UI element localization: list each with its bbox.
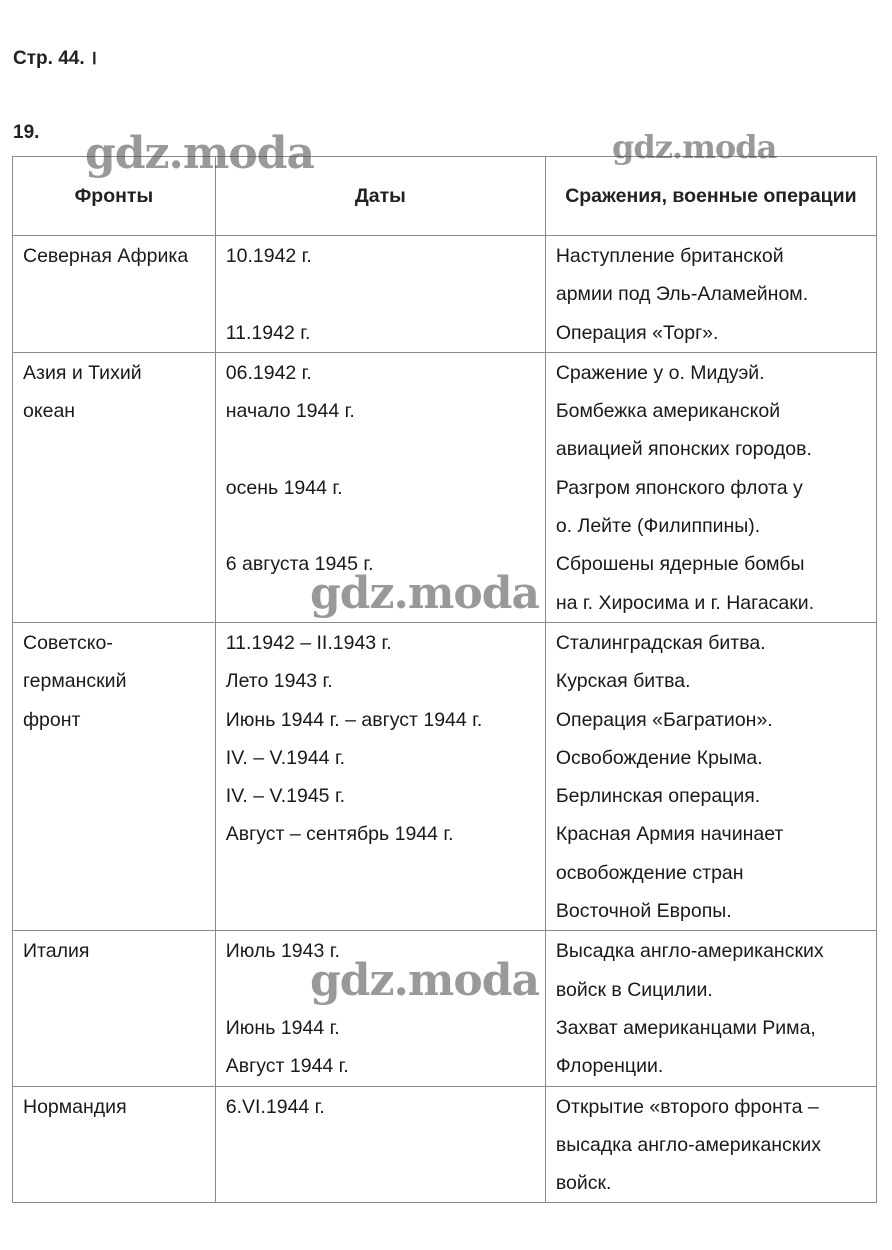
front-line: Италия <box>23 940 90 963</box>
events-line: Разгром японского флота у <box>555 476 803 499</box>
dates-line: Июнь 1944 г. – август 1944 г. <box>225 708 483 731</box>
watermark-logo: gdz.moda <box>85 128 315 179</box>
dates-line: Август – сентябрь 1944 г. <box>225 823 454 846</box>
dates-line: 06.1942 г. <box>225 361 312 384</box>
table-row <box>13 352 877 622</box>
events-line: авиацией японских городов. <box>555 438 812 461</box>
front-line: германский <box>23 670 127 693</box>
events-cell <box>545 1086 876 1203</box>
dates-cell <box>215 1086 545 1203</box>
dates-line: 6 августа 1945 г. <box>225 553 374 576</box>
dates-cell <box>215 236 545 353</box>
events-line: Сражение у о. Мидуэй. <box>555 361 765 384</box>
front-cell <box>13 622 216 930</box>
events-line: Восточной Европы. <box>555 900 732 923</box>
header-fronts: Фронты <box>13 157 216 236</box>
dates-cell <box>215 622 545 930</box>
dates-line: 10.1942 г. <box>225 245 312 267</box>
header-row <box>13 157 877 236</box>
task-number: 19. <box>13 122 40 143</box>
table-row <box>13 622 877 930</box>
dates-line: Август 1944 г. <box>225 1055 349 1078</box>
front-line: Нормандия <box>23 1095 127 1118</box>
header-battles-text: Сражения, военные операции <box>565 185 857 207</box>
watermark-logo: gdz.moda <box>612 128 777 166</box>
front-cell <box>13 236 216 353</box>
events-line: Сталинградская битва. <box>555 631 766 654</box>
front-line: Азия и Тихий <box>23 361 142 384</box>
events-line: на г. Хиросима и г. Нагасаки. <box>555 591 815 614</box>
dates-line: Июнь 1944 г. <box>225 1016 340 1039</box>
dates-line <box>226 507 535 545</box>
dates-line: 11.1942 г. <box>225 321 311 344</box>
dates-line: начало 1944 г. <box>225 400 355 423</box>
events-line: Курская битва. <box>555 670 691 693</box>
events-line: Красная Армия начинает <box>555 823 784 846</box>
dates-line: 11.1942 – II.1943 г. <box>225 631 392 654</box>
dates-line <box>226 430 535 468</box>
events-cell <box>545 622 876 930</box>
dates-line <box>226 275 535 313</box>
events-line: Высадка англо-американских <box>555 940 824 963</box>
events-line: войск в Сицилии. <box>555 978 713 1001</box>
events-line: Освобождение Крыма. <box>555 746 763 769</box>
dates-line: IV. – V.1944 г. <box>225 746 346 769</box>
events-line: армии под Эль-Аламейном. <box>555 283 809 306</box>
watermark-logo: gdz.moda <box>310 955 540 1006</box>
events-line: Наступление британской <box>555 245 784 267</box>
dates-line: осень 1944 г. <box>225 476 343 499</box>
front-line: Северная Африка <box>23 245 189 267</box>
events-line: Берлинская операция. <box>555 785 761 808</box>
front-cell <box>13 352 216 622</box>
events-cell <box>545 931 876 1086</box>
events-line: освобождение стран <box>555 861 744 884</box>
events-line: высадка англо-американских <box>555 1133 821 1156</box>
watermark-logo: gdz.moda <box>310 568 540 619</box>
header-dates: Даты <box>215 157 545 236</box>
events-line: Захват американцами Рима, <box>555 1016 816 1039</box>
events-line: Бомбежка американской <box>555 400 781 423</box>
front-line: фронт <box>23 708 81 731</box>
events-line: Операция «Багратион». <box>555 708 773 731</box>
dates-line: IV. – V.1945 г. <box>225 785 346 808</box>
dates-line: 6.VI.1944 г. <box>225 1095 325 1118</box>
events-line: Сброшены ядерные бомбы <box>555 553 805 576</box>
header-battles <box>545 157 876 236</box>
dates-line: Июль 1943 г. <box>225 940 340 963</box>
events-line: Флоренции. <box>555 1055 664 1078</box>
front-line: Советско- <box>23 631 113 654</box>
events-line: войск. <box>555 1172 612 1195</box>
front-cell <box>13 1086 216 1203</box>
events-line: Операция «Торг». <box>555 321 719 344</box>
page-heading: Стр. 44. । <box>13 48 98 69</box>
dates-line: Лето 1943 г. <box>225 670 333 693</box>
dates-cell <box>215 931 545 1086</box>
history-table <box>12 156 877 1203</box>
dates-cell <box>215 352 545 622</box>
dates-line <box>226 971 535 1009</box>
table-row <box>13 931 877 1086</box>
events-cell <box>545 236 876 353</box>
table-row <box>13 1086 877 1203</box>
events-cell <box>545 352 876 622</box>
front-cell <box>13 931 216 1086</box>
events-line: о. Лейте (Филиппины). <box>555 515 761 538</box>
front-line: океан <box>23 400 76 423</box>
table-body <box>13 236 877 1203</box>
events-line: Открытие «второго фронта – <box>555 1095 819 1118</box>
table-row <box>13 236 877 353</box>
